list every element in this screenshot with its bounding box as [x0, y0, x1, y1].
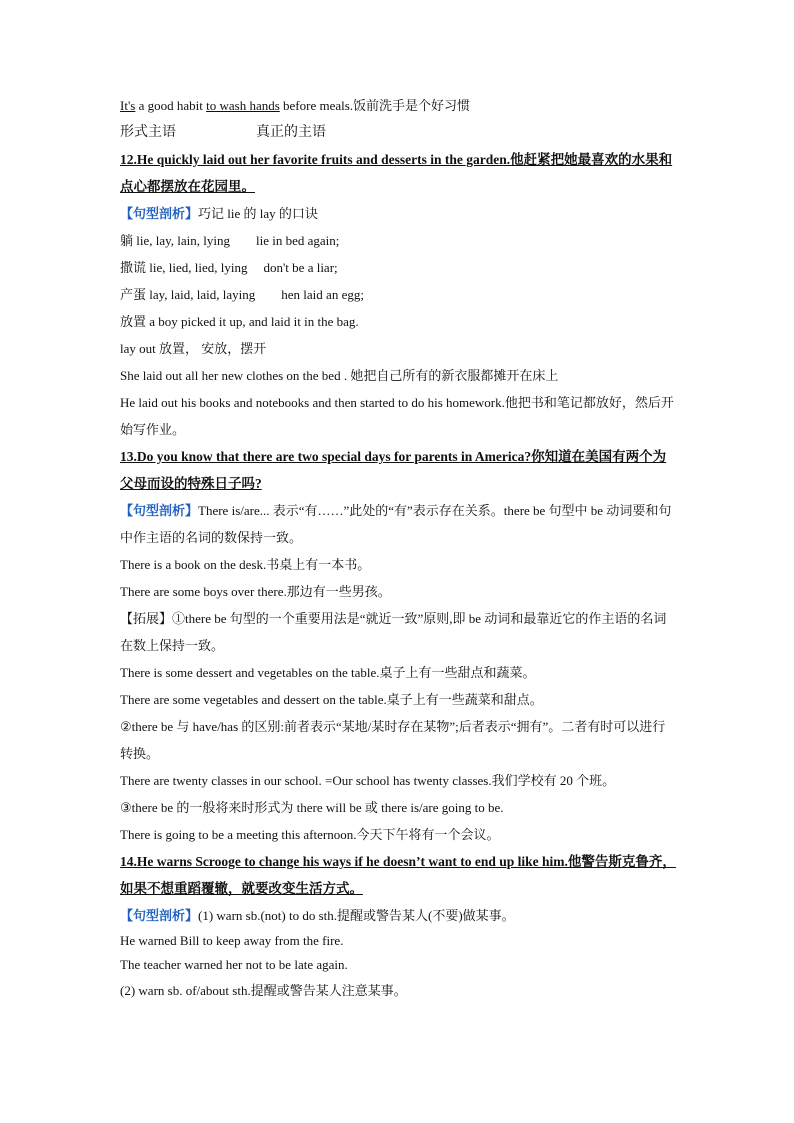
example-line: There are twenty classes in our school. =Our school has twenty classes.我们学校有 20 个班。 — [120, 773, 616, 788]
document-page — [120, 92, 676, 1004]
sentence-analysis-tag: 【句型剖析】 — [120, 503, 199, 518]
analysis-line — [120, 200, 676, 227]
sentence-analysis-tag: 【句型剖析】 — [120, 908, 199, 923]
example-line — [120, 92, 676, 119]
example-line: There are some vegetables and dessert on the table.桌子上有一些蔬菜和甜点。 — [120, 692, 543, 707]
phrase-line: lay out 放置， 安放，摆开 — [120, 341, 267, 356]
example-line: She laid out all her new clothes on the bed . 她把自己所有的新衣服都摊开在床上 — [120, 368, 559, 383]
real-subject-text: to wash hands — [206, 98, 280, 113]
sentence-analysis-tag: 【句型剖析】 — [120, 206, 199, 221]
expand-tag: 【拓展】 — [120, 611, 173, 626]
analysis-text: (1) warn sb.(not) to do sth.提醒或警告某人(不要)做某事。 — [198, 908, 515, 923]
expand-text: ①there be 句型的一个重要用法是“就近一致”原则,即 be 动词和最靠近它的作主语的名词在数上保持一致。 — [120, 611, 667, 653]
mnemonic-forms: 产蛋 lay, laid, laid, laying — [120, 287, 256, 302]
mnemonic-example: lie in bed again; — [256, 233, 340, 248]
example-line: He laid out his books and notebooks and then started to do his homework.他把书和笔记都放好，然后开始写作业。 — [120, 395, 674, 437]
mnemonic-example: hen laid an egg; — [281, 287, 364, 302]
analysis-text: There is/are... 表示“有……”此处的“有”表示存在关系。there be 句型中 be 动词要和句中作主语的名词的数保持一致。 — [120, 503, 672, 545]
subject-labels-line — [120, 119, 676, 146]
analysis-line — [120, 497, 676, 551]
mnemonic-line — [120, 281, 676, 308]
sentence-heading-12: 12.He quickly laid out her favorite fruits and desserts in the garden.他赶紧把她最喜欢的水果和点心都摆放在花园里。 — [120, 152, 673, 194]
analysis-line — [120, 902, 676, 929]
example-line: There are some boys over there.那边有一些男孩。 — [120, 584, 391, 599]
example-line: There is a book on the desk.书桌上有一本书。 — [120, 557, 371, 572]
example-line: The teacher warned her not to be late again. — [120, 957, 348, 972]
mnemonic-line — [120, 227, 676, 254]
mnemonic-forms: 撒谎 lie, lied, lied, lying — [120, 260, 248, 275]
mnemonic-example: don't be a liar; — [263, 260, 338, 275]
example-line: There is going to be a meeting this afternoon.今天下午将有一个会议。 — [120, 827, 500, 842]
expand-line — [120, 605, 676, 659]
text-run: before meals.饭前洗手是个好习惯 — [279, 98, 471, 113]
example-line: There is some dessert and vegetables on the table.桌子上有一些甜点和蔬菜。 — [120, 665, 536, 680]
mnemonic-line — [120, 254, 676, 281]
analysis-text: 巧记 lie 的 lay 的口诀 — [198, 206, 318, 221]
mnemonic-forms: 躺 lie, lay, lain, lying — [120, 233, 230, 248]
sentence-heading-13: 13.Do you know that there are two special days for parents in America?你知道在美国有两个为父母而设的特殊日子吗? — [120, 449, 667, 491]
formal-subject-label: 形式主语 — [120, 125, 176, 140]
rule-line: ③there be 的一般将来时形式为 there will be 或 there is/are going to be. — [120, 800, 504, 815]
mnemonic-line: 放置 a boy picked it up, and laid it in the bag. — [120, 314, 359, 329]
rule-line: (2) warn sb. of/about sth.提醒或警告某人注意某事。 — [120, 983, 407, 998]
text-run: a good habit — [135, 98, 207, 113]
example-line: He warned Bill to keep away from the fire. — [120, 933, 344, 948]
sentence-heading-14: 14.He warns Scrooge to change his ways if he doesn’t want to end up like him.他警告斯克鲁齐，如果不想重蹈覆辙，就要改变生活方式。 — [120, 854, 676, 896]
formal-subject-text: It's — [120, 98, 136, 113]
real-subject-label: 真正的主语 — [256, 125, 326, 140]
rule-line: ②there be 与 have/has 的区别:前者表示“某地/某时存在某物”;后者表示“拥有”。二者有时可以进行转换。 — [120, 719, 666, 761]
